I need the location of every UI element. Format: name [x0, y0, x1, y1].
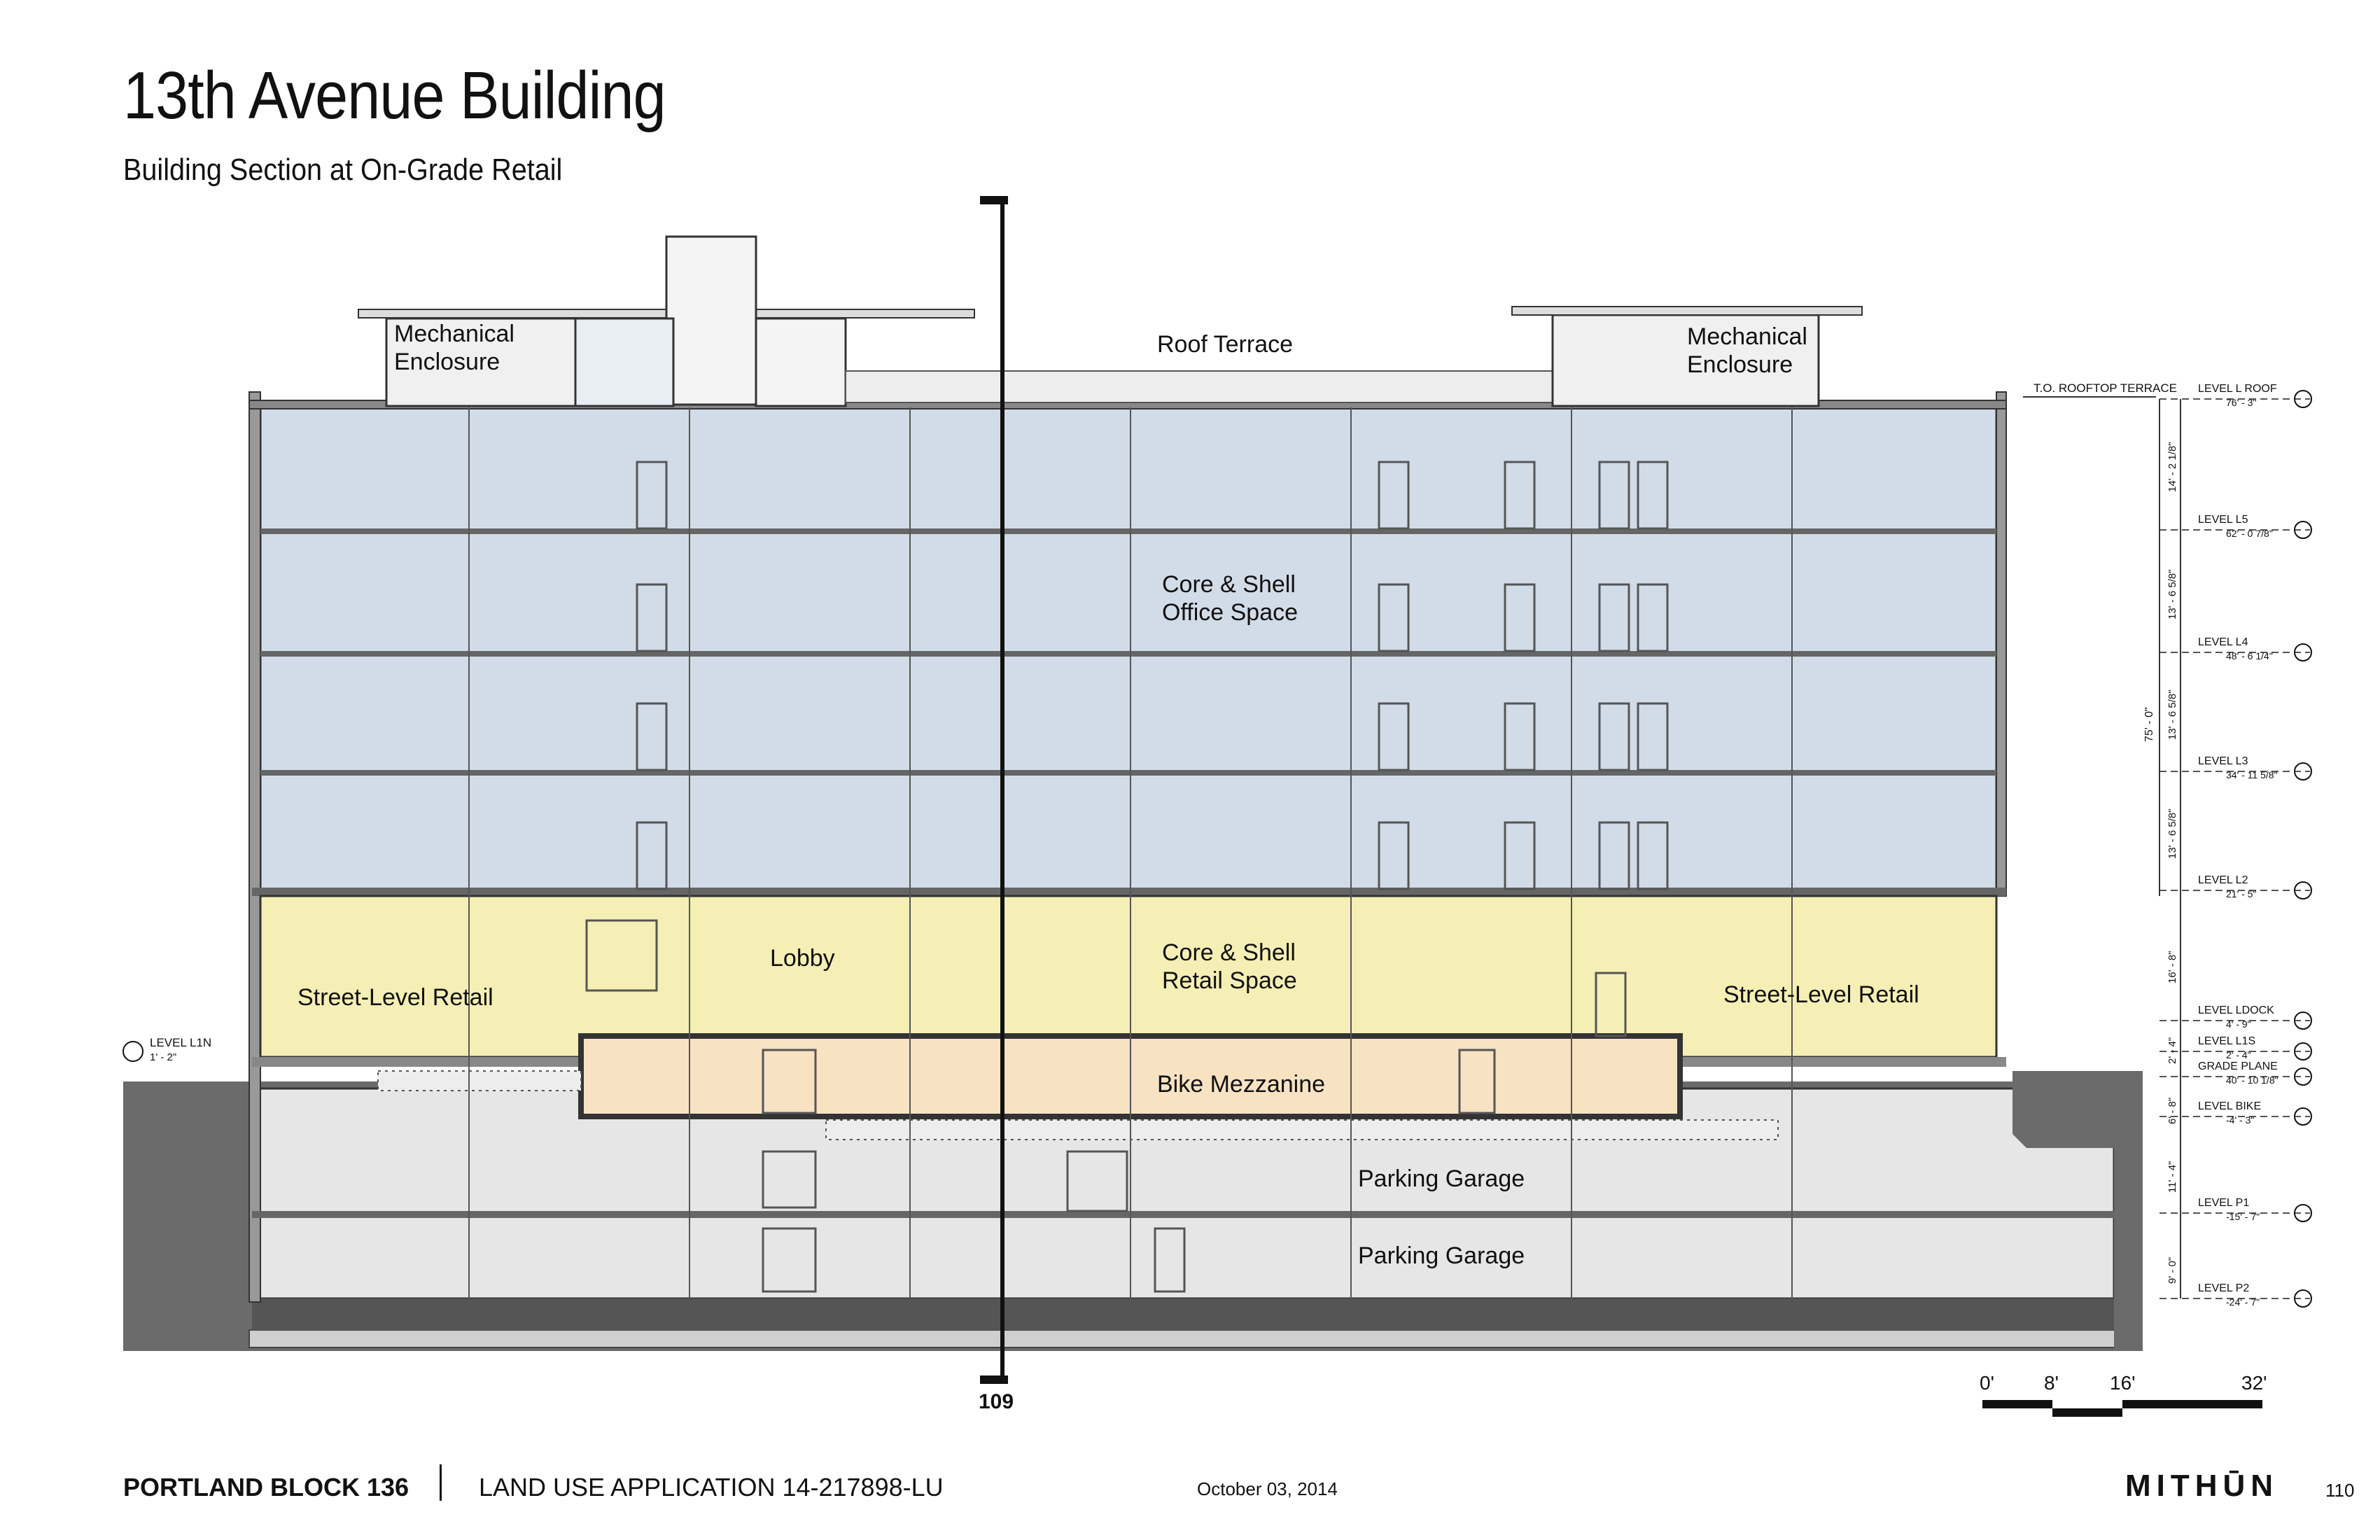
parking-slab	[252, 1211, 2114, 1218]
level-elevation: 40' - 10 1/8"	[2226, 1074, 2278, 1086]
level-elevation: 34' - 11 5/8"	[2226, 769, 2278, 780]
lobby-label: Lobby	[770, 945, 835, 972]
project-name: PORTLAND BLOCK 136	[123, 1473, 410, 1502]
dimension-label: 16' - 8"	[2166, 951, 2178, 983]
section-number: 109	[979, 1390, 1014, 1413]
level-left-name: LEVEL L1N	[150, 1036, 212, 1049]
floor-slab-l5	[260, 528, 1996, 534]
level-elevation: -15' - 7"	[2226, 1211, 2260, 1222]
gravel-bike	[826, 1120, 1778, 1140]
level-name: LEVEL L2	[2198, 874, 2248, 886]
level-name: LEVEL L5	[2198, 514, 2248, 526]
retail-level	[260, 896, 1996, 1057]
issue-date: October 03, 2014	[1197, 1478, 1338, 1499]
page-number: 110	[2325, 1480, 2355, 1501]
retail-core-line1: Core & Shell	[1162, 939, 1296, 966]
level-elevation: 62' - 0 7/8"	[2226, 528, 2273, 539]
foundation-strip	[249, 1330, 2118, 1348]
dimension-label: 11' - 4"	[2166, 1161, 2178, 1193]
west-wall	[249, 392, 260, 1302]
level-left-elev: 1' - 2"	[150, 1051, 177, 1063]
garage-slab	[252, 1298, 2114, 1330]
floor-slab-l3	[260, 770, 1996, 776]
dimension-label: 13' - 6 5/8"	[2166, 690, 2178, 740]
office-line1: Core & Shell	[1162, 571, 1296, 598]
floor-slab-l4	[260, 651, 1996, 657]
dimension-label: 14' - 2 1/8"	[2166, 442, 2178, 492]
office-line2: Office Space	[1162, 599, 1298, 626]
level-elevation: 76' - 3"	[2226, 397, 2257, 408]
level-markers	[2160, 383, 2311, 1308]
page-title: 13th Avenue Building	[123, 58, 666, 133]
scale-label-8: 8'	[2044, 1372, 2059, 1394]
mech-right-line1: Mechanical	[1687, 323, 1807, 350]
level-elevation: 4' - 9"	[2226, 1018, 2251, 1030]
application-number: LAND USE APPLICATION 14-217898-LU	[479, 1473, 944, 1502]
section-cut-cap-top	[980, 196, 1008, 204]
level-name: LEVEL BIKE	[2198, 1100, 2262, 1112]
level-elevation: -24' - 7"	[2226, 1296, 2260, 1308]
page-subtitle: Building Section at On-Grade Retail	[123, 153, 563, 187]
bike-mezzanine-label: Bike Mezzanine	[1157, 1071, 1326, 1098]
level-name: LEVEL L1S	[2198, 1035, 2256, 1047]
level-name: LEVEL P2	[2198, 1282, 2250, 1294]
parking-2-label: Parking Garage	[1358, 1242, 1525, 1269]
floor-slab-l2	[252, 888, 2006, 896]
roof-terrace-label: Roof Terrace	[1157, 331, 1294, 358]
stair-tower-glazing	[575, 318, 673, 406]
level-name: LEVEL P1	[2198, 1197, 2250, 1209]
east-wall	[1996, 392, 2006, 896]
level-elevation: -4' - 3"	[2226, 1114, 2255, 1126]
section-cut-cap-bottom	[980, 1376, 1008, 1384]
footer-divider	[440, 1464, 442, 1501]
roof-terrace-rail	[846, 371, 1553, 402]
canopy-right	[1512, 307, 1862, 315]
level-name: GRADE PLANE	[2198, 1060, 2278, 1072]
level-name: LEVEL LDOCK	[2198, 1004, 2274, 1016]
mech-right-line2: Enclosure	[1687, 351, 1793, 378]
top-of-terrace-label: T.O. ROOFTOP TERRACE	[2033, 382, 2177, 395]
level-elevation: 2' - 4"	[2226, 1049, 2251, 1060]
level-elevation: 48' - 6 1/4"	[2226, 650, 2273, 662]
retail-right-label: Street-Level Retail	[1723, 981, 1919, 1008]
level-elevation: 21' - 5"	[2226, 888, 2257, 899]
scale-label-32: 32'	[2241, 1372, 2267, 1394]
level-name: LEVEL L3	[2198, 755, 2248, 767]
gravel-left	[378, 1071, 581, 1091]
firm-logo: MITHŪN	[2125, 1469, 2279, 1503]
parking-1-label: Parking Garage	[1358, 1166, 1525, 1192]
dimension-label: 6' - 8"	[2166, 1097, 2178, 1124]
mech-left-line1: Mechanical	[394, 321, 514, 347]
retail-left-label: Street-Level Retail	[298, 984, 493, 1011]
level-name: LEVEL L ROOF	[2198, 383, 2277, 395]
level-left-target	[123, 1042, 143, 1061]
dimension-label: 9' - 0"	[2166, 1256, 2178, 1284]
scale-label-16: 16'	[2110, 1372, 2136, 1394]
mech-left-line2: Enclosure	[394, 349, 500, 375]
dimension-label: 2' - 4"	[2166, 1037, 2178, 1064]
dim-overall: 75' - 0"	[2143, 707, 2155, 742]
dimension-label: 13' - 6 5/8"	[2166, 808, 2178, 859]
office-block	[260, 407, 1996, 890]
dimension-label: 13' - 6 5/8"	[2166, 569, 2178, 620]
scale-label-0: 0'	[1980, 1372, 1994, 1394]
stair-tower	[666, 237, 756, 405]
scale-bar	[1980, 1372, 2267, 1417]
stair-tower-side	[756, 318, 846, 406]
dimension-strings	[2166, 442, 2178, 1284]
retail-core-line2: Retail Space	[1162, 967, 1297, 994]
level-name: LEVEL L4	[2198, 636, 2248, 648]
